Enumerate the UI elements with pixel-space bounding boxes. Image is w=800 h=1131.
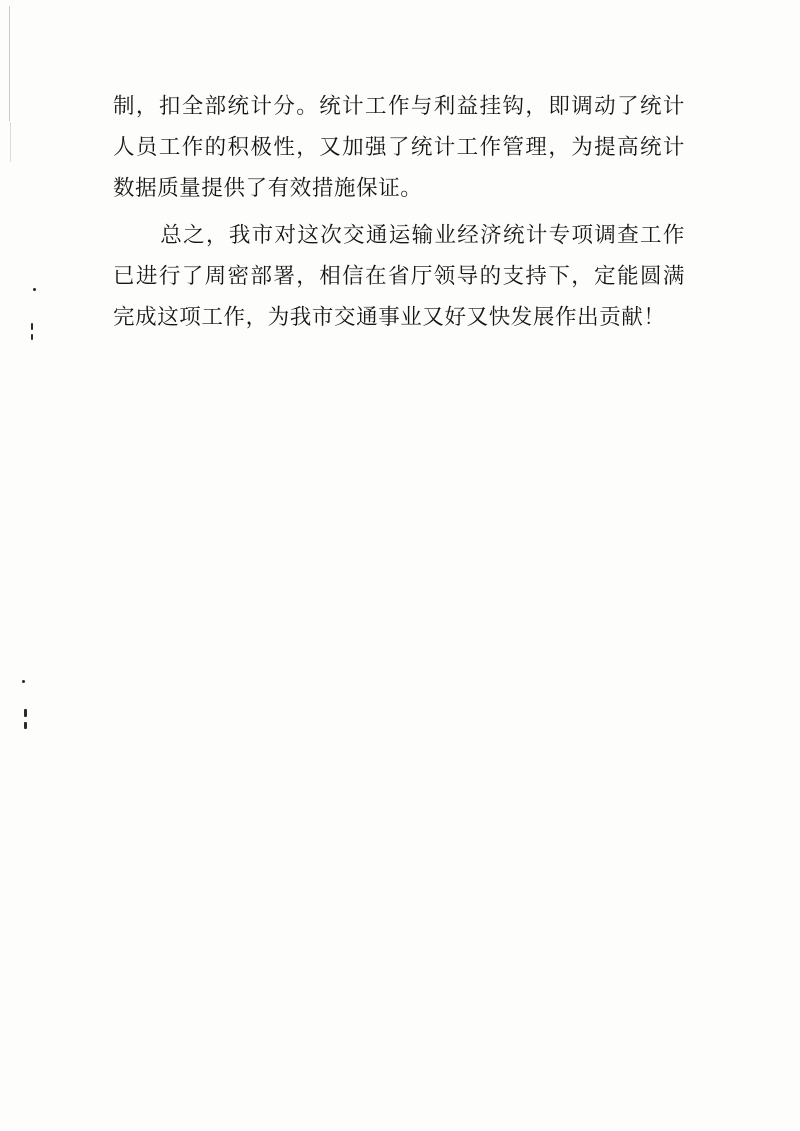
scan-speck	[31, 323, 33, 330]
scan-speck	[33, 288, 36, 291]
paragraph-1: 制，扣全部统计分。统计工作与利益挂钩，即调动了统计人员工作的积极性，又加强了统计工作管理，为提高统计数据质量提供了有效措施保证。	[113, 94, 685, 201]
scan-speck	[24, 722, 27, 729]
document-body	[113, 86, 685, 338]
scan-speck	[24, 709, 27, 717]
scan-edge-line	[9, 6, 10, 121]
scan-speck	[22, 680, 25, 683]
paragraph-2: 总之，我市对这次交通运输业经济统计专项调查工作已进行了周密部署，相信在省厅领导的支持下，定能圆满完成这项工作，为我市交通事业又好又快发展作出贡献！	[113, 223, 685, 330]
scan-speck	[31, 334, 33, 340]
scan-edge-line-secondary	[10, 122, 11, 162]
